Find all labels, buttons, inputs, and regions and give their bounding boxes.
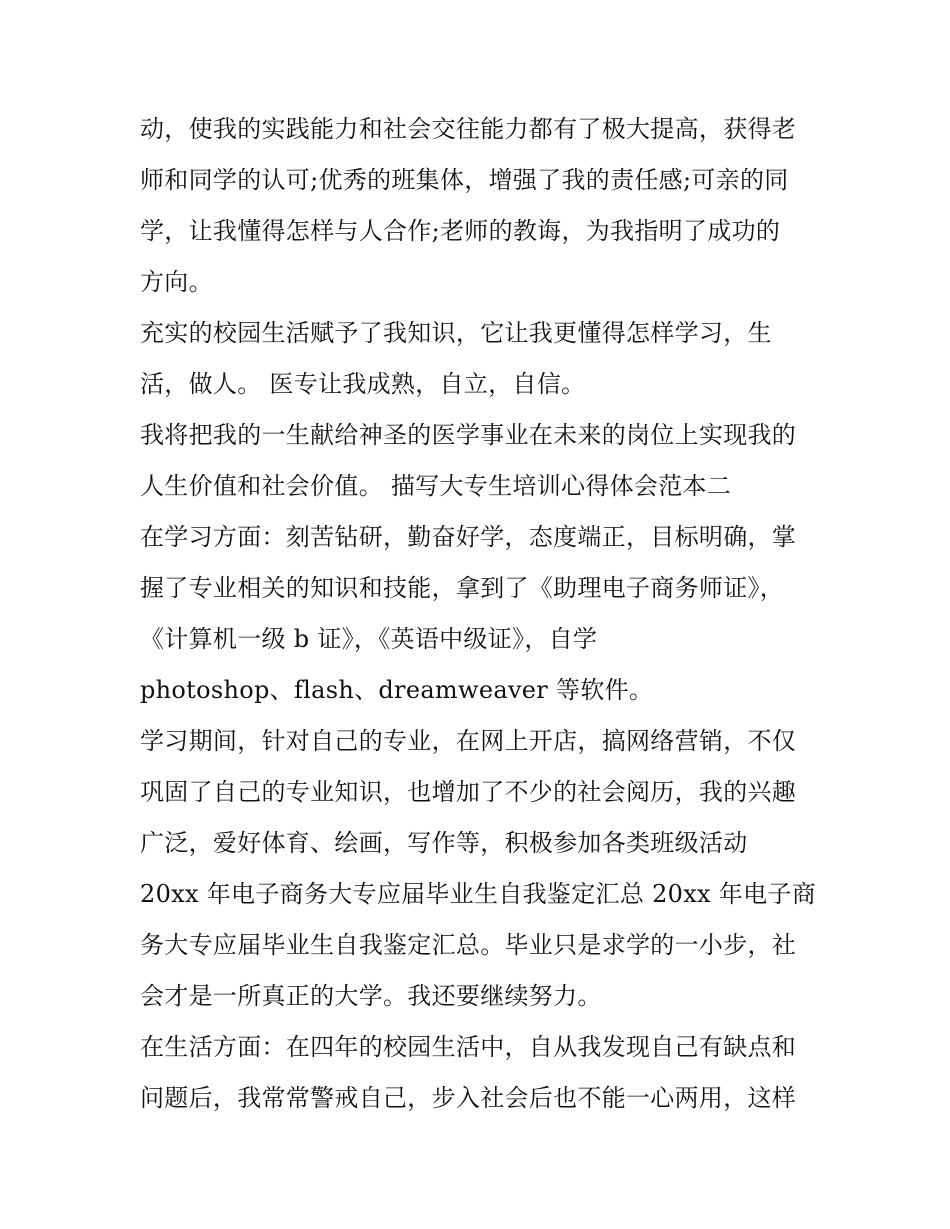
text-line: photoshop、flash、dreamweaver 等软件。 [140,676,654,704]
text-line: 广泛，爱好体育、绘画，写作等，积极参加各类班级活动 [140,829,748,857]
text-line: 巩固了自己的专业知识，也增加了不少的社会阅历，我的兴趣 [140,778,797,806]
text-line: 充实的校园生活赋予了我知识，它让我更懂得怎样学习，生 [140,319,772,347]
text-line: 务大专应届毕业生自我鉴定汇总。毕业只是求学的一小步，社 [140,931,797,959]
text-line: 《计算机一级 b 证》，《英语中级证》，自学 [140,625,598,653]
text-line: 我将把我的一生献给神圣的医学事业在未来的岗位上实现我的 [140,421,797,449]
text-line: 在生活方面：在四年的校园生活中，自从我发现自己有缺点和 [140,1033,797,1061]
text-line: 会才是一所真正的大学。我还要继续努力。 [140,982,602,1010]
text-line: 方向。 [140,268,213,296]
text-line: 动，使我的实践能力和社会交往能力都有了极大提高，获得老 [140,115,797,143]
text-line: 师和同学的认可;优秀的班集体，增强了我的责任感;可亲的同 [140,166,789,194]
text-line: 人生价值和社会价值。 描写大专生培训心得体会范本二 [140,472,732,500]
text-line: 问题后，我常常警戒自己，步入社会后也不能一心两用，这样 [140,1084,797,1112]
text-line: 学习期间，针对自己的专业，在网上开店，搞网络营销，不仅 [140,727,797,755]
text-line: 握了专业相关的知识和技能，拿到了《助理电子商务师证》， [140,574,785,602]
text-line: 20xx 年电子商务大专应届毕业生自我鉴定汇总 20xx 年电子商 [140,880,817,908]
text-line: 活，做人。 医专让我成熟，自立，自信。 [140,370,586,398]
document-body [140,104,820,1124]
text-line: 学，让我懂得怎样与人合作;老师的教诲，为我指明了成功的 [140,217,781,245]
text-line: 在学习方面：刻苦钻研，勤奋好学，态度端正，目标明确，掌 [140,523,797,551]
